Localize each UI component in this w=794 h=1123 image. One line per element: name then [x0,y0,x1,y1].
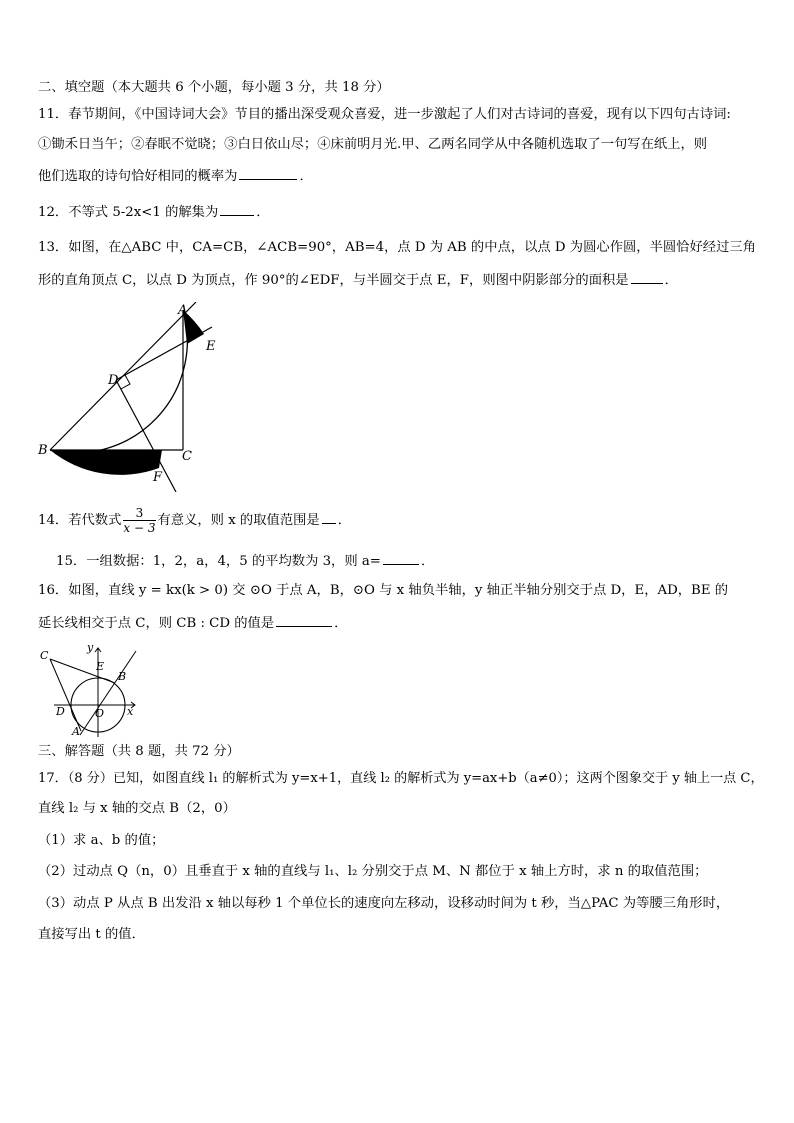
q13-shaded-region-bottom [50,450,162,475]
q13-line-DF [116,380,176,492]
q16-line-BE-C [50,659,115,683]
q14-fraction [123,506,155,535]
q11-line-1: 11．春节期间，《中国诗词大会》节目的播出深受观众喜爱，进一步激起了人们对古诗词的喜爱，现有以下四句古诗词: [38,107,731,122]
q13-line-1: 13．如图，在△ABC 中，CA=CB，∠ACB=90°，AB=4，点 D 为 AB 的中点，以点 D 为圆心作圆，半圆恰好经过三角 [38,240,756,255]
q12-line [38,202,270,222]
q13-label-E: E [206,339,216,354]
q17-part-3-line-1: （3）动点 P 从点 B 出发沿 x 轴以每秒 1 个单位长的速度向左移动，设移动时间为 t 秒，当△PAC 为等腰三角形时， [38,896,730,911]
q13-tail: ． [664,273,678,288]
q14-answer-blank[interactable] [322,510,336,524]
q13-label-C: C [182,449,192,464]
q17-line-1: 17．（8 分）已知，如图直线 l₁ 的解析式为 y=x+1，直线 l₂ 的解析式为 y=ax+b（a≠0）；这两个图象交于 y 轴上一点 C， [38,771,764,786]
q13-label-F: F [153,470,163,485]
q16-line-AD-C [50,659,81,731]
q16-line-2 [38,613,347,633]
q16-label-A: A [72,725,80,737]
q14-suffix: 有意义，则 x 的取值范围是 [157,513,320,528]
q16-line-AB [80,651,136,735]
q13-label-A: A [178,303,188,318]
q17-part-3-line-2: 直接写出 t 的值． [38,927,145,942]
q13-label-D: D [108,373,119,388]
q13-figure [36,302,220,492]
q16-label-y: y [87,643,94,654]
q16-label-B: B [118,670,127,683]
section-3-heading: 三、解答题（共 8 题，共 72 分） [38,744,240,759]
q11-text: 他们选取的诗句恰好相同的概率为 [38,169,238,184]
q13-label-B: B [38,443,48,458]
q14-tail: ． [337,513,352,528]
q16-figure [36,643,138,737]
q14-fraction-numerator: 3 [123,506,155,521]
q15-tail: ． [420,554,435,569]
q16-text: 延长线相交于点 C，则 CB : CD 的值是 [38,616,275,631]
q13-line-2 [38,270,678,290]
q16-answer-blank[interactable] [276,613,332,627]
q15-answer-blank[interactable] [383,551,419,565]
q15-line [56,551,434,571]
q16-label-x: x [127,705,134,718]
q11-line-3 [38,166,313,186]
q16-label-O: O [95,707,105,720]
q14-fraction-denominator: x − 3 [123,521,156,535]
q12-text: 12．不等式 5-2x<1 的解集为 [38,205,219,220]
q12-tail: ． [256,205,270,220]
q14-line [38,506,351,536]
q17-part-1: （1）求 a、b 的值； [38,833,165,848]
q15-text: 15．一组数据：1，2，a，4，5 的平均数为 3，则 a= [56,554,381,569]
q11-line-2: ①锄禾日当午；②春眠不觉晓；③白日依山尽；④床前明月光.甲、乙两名同学从中各随机选取了一句写在纸上，则 [38,137,708,152]
q16-label-C: C [40,649,49,662]
q12-answer-blank[interactable] [220,202,254,216]
q16-label-E: E [96,660,105,673]
q13-answer-blank[interactable] [631,270,663,284]
q11-answer-blank[interactable] [239,166,297,180]
q16-tail: ． [334,616,348,631]
q14-prefix: 14．若代数式 [38,513,122,528]
q11-tail: ． [299,169,313,184]
section-2-heading: 二、填空题（本大题共 6 个小题，每小题 3 分，共 18 分） [38,80,390,95]
q17-line-2: 直线 l₂ 与 x 轴的交点 B（2，0） [38,801,236,816]
q16-line-1: 16．如图，直线 y = kx(k > 0) 交 ⊙O 于点 A，B，⊙O 与 x 轴负半轴，y 轴正半轴分别交于点 D，E，AD，BE 的 [38,583,729,598]
q13-text: 形的直角顶点 C，以点 D 为顶点，作 90°的∠EDF，与半圆交于点 E，F，则图中阴影部分的面积是 [38,273,629,288]
q17-part-2: （2）过动点 Q（n，0）且垂直于 x 轴的直线与 l₁、l₂ 分别交于点 M、N 都位于 x 轴上方时，求 n 的取值范围； [38,864,708,879]
q16-label-D: D [56,705,65,718]
